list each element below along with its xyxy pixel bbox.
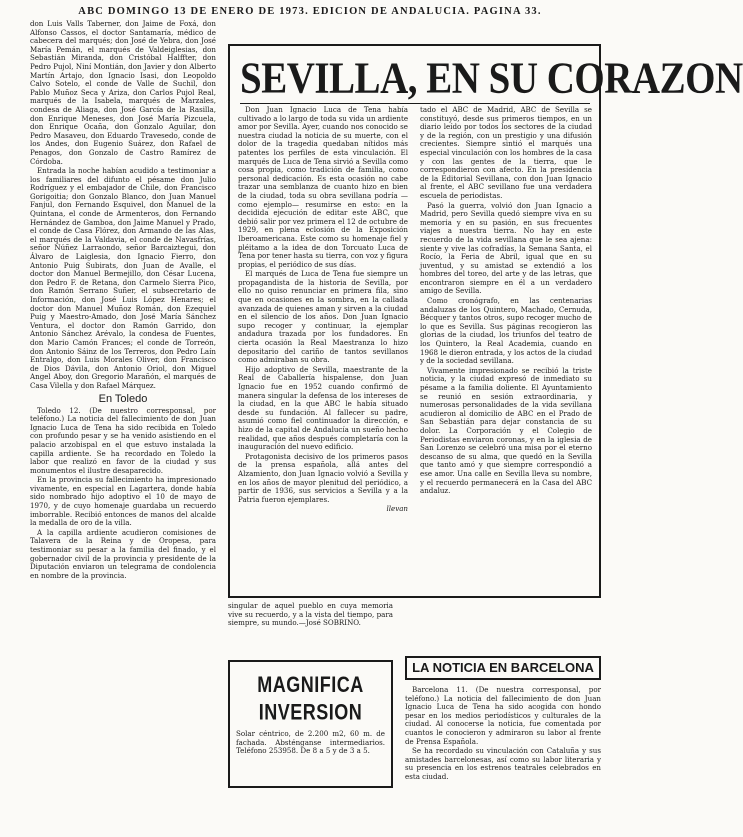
toledo-paragraph: En la provincia su fallecimiento ha impresionado vivamente, en especial en Lagartera, donde había sido nombrado hijo adoptivo el 10 de mayo de 1970, y de cuyo homenaje guardaba un recuerdo imborrable. Recibió entonces de manos del alcalde la medalla de oro de la villa. <box>30 475 216 528</box>
article-paragraph: tado el ABC de Madrid, ABC de Sevilla se constituyó, desde sus primeros tiempos, en un diario leído por todos los sectores de la ciudad y de la región, con un prestigio y una difusión crecientes. Siempre sintió el marqués una especial vinculación con los hombres de la casa y con las gentes de la tierra, que le correspondieron con afecto. En la presidencia de la Editorial Sevillana, con don Juan Ignacio al frente, el ABC sevillano fue una verdadera escuela de periodistas. <box>420 105 592 200</box>
article-paragraph: Pasó la guerra, volvió don Juan Ignacio a Madrid, pero Sevilla quedó siempre viva en su memoria y en su pasión, en sus frecuentes viajes a nuestra tierra. No hay en este recuerdo de la vida sevillana que le sea ajena: siente y vive las cofradías, la Semana Santa, el Rocío, la Feria de Abril, igual que en su juventud, y su amistad se extendió a los hombres del toreo, del arte y de las letras, que encontraron siempre en él a un verdadero amigo de Sevilla. <box>420 200 592 296</box>
evening-visitors-paragraph: Entrada la noche habían acudido a testimoniar a los familiares del difunto el pésame don Julio Rodríguez y el embajador de Chile, don Francisco Gorigoitia; don Gonzalo Blanco, don Juan Manuel Fanjul, don Fernando Esquivel, don Manuel de la Quintana, el conde de Armenteros, don Fernando Hernández de Gamboa, don Jaime Manuel y Prado, el conde de Casa Flórez, don Armando de las Alas, el marqués de la Valdavia, el conde de Navasfrías, señor Núñez Larraondo, señor Barcaiztegui, don Álvaro de Laiglesia, don Ignacio Fierro, don Antonio Puig Subirats, don Juan de Avalle, el doctor don Manuel Bermejillo, don César Lucena, don Pedro F. de Retana, don Carmelo Sierra Pico, don Ramón Serrano Suñer, el subsecretario de Información, don José Luis López Henares; el doctor don Manuel Muñoz Román, don Ezequiel Puig y Maestro-Amado, don José María Sánchez Ventura, el doctor don Ramón Garrido, don Antonio Sánchez Arévalo, la condesa de Fuentes, don Mario Camón Frances; el conde de Torreón, don Antonio Sáinz de los Terreros, don Pedro Laín Entralgo, don Luis Morales Oliver, don Francisco de Dios Dávila, don Antonio Oriol, don Miguel Angel Aboy, don Gregorio Marañón, el marqués de Casa Vilella y don Rafael Márquez. <box>30 166 216 390</box>
barcelona-paragraph: Barcelona 11. (De nuestra corresponsal, por teléfono.) La noticia del fallecimiento de don Juan Ignacio Luca de Tena ha sido acogida con hondo pesar en los medios periodísticos y culturales de la ciudad. Al conocerse la noticia, fue comentada por cuantos le conocieron y admiraron su labor al frente de Prensa Española. <box>405 685 601 746</box>
column-signoff: llevan <box>386 504 408 514</box>
main-headline: SEVILLA, EN SU CORAZON <box>240 53 743 103</box>
article-paragraph: Hijo adoptivo de Sevilla, maestrante de la Real de Caballería hispalense, don Juan Ignacio fue en 1952 cuando confirmó de manera singular la defensa de los intereses de la ciudad, en la que ABC le había situado desde su fundación. Al fallecer su padre, asumió como fiel continuador la dirección, e hizo de la capital de Andalucía un sueño hecho realidad, que años después completaría con la inauguración del nuevo edificio. <box>238 364 408 452</box>
article-paragraph: El marqués de Luca de Tena fue siempre un propagandista de la historia de Sevilla, por ello no quiso renunciar en primera fila, sino que en ocasiones en la sombra, en la callada avanzada de quienes aman y sirven a la ciudad en el silencio de los años. Don Juan Ignacio supo recoger y continuar, la ejemplar andadura trazada por los fundadores. En cierta ocasión la Real Maestranza lo hizo depositario del cariño de tantos sevillanos como admiraban su obra. <box>238 269 408 365</box>
continuation-paragraph: singular de aquel pueblo en cuya memoria vive su recuerdo, y a la vista del tiempo, para siempre, su mundo.—José SOBRINO. <box>228 601 393 628</box>
main-article-column-1 <box>238 106 408 589</box>
article-paragraph: Vivamente impresionado se recibió la triste noticia, y la ciudad expresó de inmediato su pésame a la familia doliente. El Ayuntamiento se reunió en sesión extraordinaria, y numerosas personalidades de la vida sevillana acudieron al domicilio de ABC en el Prado de San Sebastián para dejar constancia de su dolor. La Corporación y el Colegio de Periodistas enviaron coronas, y en la iglesia de San Lorenzo se celebró una misa por el eterno descanso de su alma, que quedó en la Sevilla que tanto amó y que siempre correspondió a ese amor. Una calle en Sevilla lleva su nombre, y el recuerdo permanecerá en la Casa del ABC andaluz. <box>420 365 592 496</box>
ad-body: Solar céntrico, de 2.200 m2, 60 m. de fachada. Absténganse intermediarios. Teléfono 253958. De 8 a 5 y de 3 a 5. <box>236 729 385 756</box>
headline-rule <box>240 103 590 104</box>
barcelona-headline: LA NOTICIA EN BARCELONA <box>405 656 601 680</box>
left-column <box>30 20 216 830</box>
barcelona-article <box>405 686 601 830</box>
article-paragraph: Don Juan Ignacio Luca de Tena había cultivado a lo largo de toda su vida un ardiente amor por Sevilla. Ayer, cuando nos conocido se nuestra ciudad la noticia de su muerte, con el dolor de la tragedia quedaban nítidos más patentes los perfiles de esta vinculación. El marqués de Luca de Tena sirvió a Sevilla como cosa propia, como tradición de familia, como personal dedicación. Es esta ocasión no cabe trazar una semblanza de cuanto hizo en bien de la ciudad, toda su obra sevillana podría —como ejemplo— resumirse en esto: en la decidida ejecución de editar este ABC, que debió salir por vez primera el 12 de octubre de 1929, en plena eclosión de la Exposición Iberoamericana. Este como su homenaje fiel y pléitamo a la idea de don Torcuato Luca de Tena por tener hasta su tierra, con voz y figura propias, el periódico de sus días. <box>238 105 409 269</box>
attendees-paragraph: don Luis Valls Taberner, don Jaime de Foxá, don Alfonso Cassos, el doctor Santamaría, médico de cabecera del marqués; don José de Yebra, don José María Pemán, el marqués de Valdeiglesias, don Sebastián Miranda, don Cristóbal Halffter, don Pedro Pujol, Niní Montián, don Javier y don Alberto Martín Artajo, don Ignacio Isasi, don Leopoldo Calvo Sotelo, el conde de Valle de Suchil, don Pablo Muñoz Seca y Ariza, don Carlos Pujol Real, marqués de la Isabela, marqués de Marzales, condesa de Aliaga, don José García de la Rasilla, don Enrique Meneses, don José María Pizcuela, don Enrique Ocaña, don Gonzalo Aguilar, don Pedro Masaveu, don Eduardo Travesedo, conde de los Andes, don Eugenio Suárez, don Rafael de Penagos, don Gonzalo de Castro Ramírez de Córdoba. <box>30 19 216 166</box>
ad-title: MAGNIFICA INVERSION <box>257 671 364 725</box>
main-article-column-2 <box>420 106 592 589</box>
toledo-subhead: En Toledo <box>98 392 148 405</box>
classified-ad-box <box>228 660 393 788</box>
toledo-paragraph: Toledo 12. (De nuestro corresponsal, por teléfono.) La noticia del fallecimiento de don Juan Ignacio Luca de Tena ha sido recibida en Toledo con profundo pesar y se ha venido asistiendo en el palacio arzobispal en el que estuvo instalada la capilla ardiente. Se ha recordado en Toledo la labor que realizó en favor de la ciudad y sus monumentos el ilustre desaparecido. <box>30 405 216 475</box>
article-paragraph: Protagonista decisivo de los primeros pasos de la prensa española, allá antes del Alzamiento, don Juan Ignacio volvió a Sevilla y en los años de mayor plenitud del periódico, a partir de 1936, sus servicios a Sevilla y a la Patria fueron ejemplares. <box>238 451 408 504</box>
barcelona-paragraph: Se ha recordado su vinculación con Cataluña y sus amistades barcelonesas, así como su labor literaria y su presencia en los estrenos teatrales celebrados en esta ciudad. <box>405 746 601 781</box>
article-paragraph: Como cronógrafo, en las centenarias andaluzas de los Quintero, Machado, Cernuda, Bécquer y tantos otros, supo recoger mucho de lo que es Sevilla. Sus páginas recogieron las glorias de la ciudad, los triunfos del teatro de los Quintero, la Real Academia, cuando en 1968 le dieron entrada, y los actos de la ciudad y de la sociedad sevillana. <box>420 296 592 366</box>
toledo-paragraph: A la capilla ardiente acudieron comisiones de Talavera de la Reina y de Oropesa, para testimoniar su pesar a la familia del finado, y el gobernador civil de la provincia y presidente de la Diputación enviaron un telegrama de condolencia en nombre de la provincia. <box>30 527 216 580</box>
article-continuation <box>228 602 393 652</box>
page-header: ABC DOMINGO 13 DE ENERO DE 1973. EDICION DE ANDALUCIA. PAGINA 33. <box>78 6 542 17</box>
